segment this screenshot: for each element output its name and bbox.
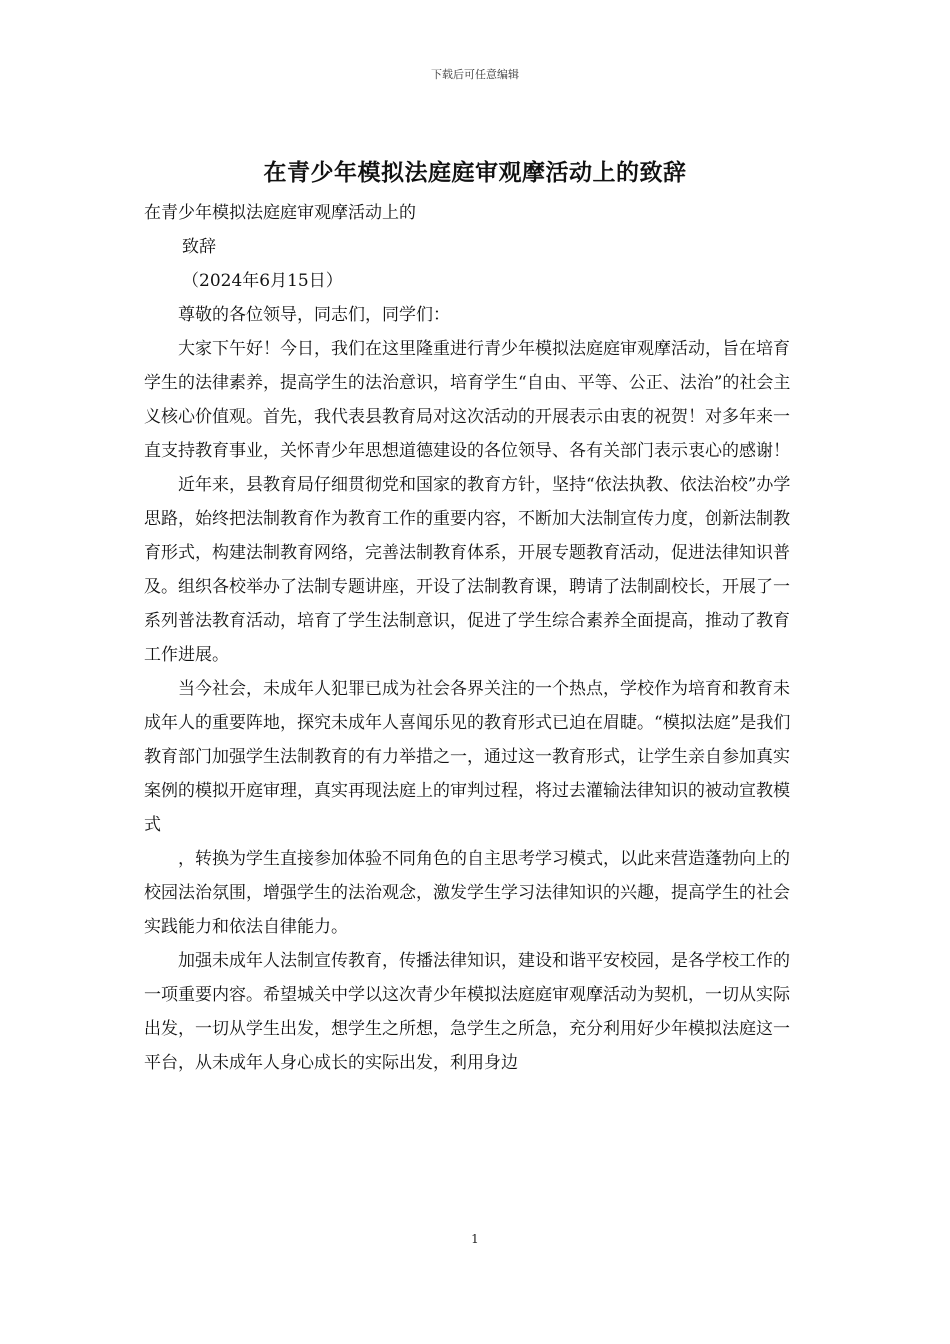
paragraph: ，转换为学生直接参加体验不同角色的自主思考学习模式，以此来营造蓬勃向上的校园法治氛围，增强学生的法治观念，激发学生学习法律知识的兴趣，提高学生的社会实践能力和依法自律能力。	[144, 849, 790, 937]
paragraph: 大家下午好！今日，我们在这里隆重进行青少年模拟法庭庭审观摩活动，旨在培育学生的法律素养，提高学生的法治意识，培育学生“自由、平等、公正、法治”的社会主义核心价值观。首先，我代表县教育局对这次活动的开展表示由衷的祝贺！对多年来一直支持教育事业，关怀青少年思想道德建设的各位领导、各有关部门表示衷心的感谢！	[144, 339, 791, 461]
paragraph: 当今社会，未成年人犯罪已成为社会各界关注的一个热点，学校作为培育和教育未成年人的重要阵地，探究未成年人喜闻乐见的教育形式已迫在眉睫。“模拟法庭”是我们教育部门加强学生法制教育的有力举措之一，通过这一教育形式，让学生亲自参加真实案例的模拟开庭审理，真实再现法庭上的审判过程，将过去灌输法律知识的被动宣教模式	[144, 679, 791, 835]
subtitle-line-1: 在青少年模拟法庭庭审观摩活动上的	[144, 203, 416, 223]
document-title: 在青少年模拟法庭庭审观摩活动上的致辞	[263, 159, 687, 186]
document-body	[144, 196, 806, 1080]
salutation: 尊敬的各位领导，同志们，同学们：	[178, 305, 450, 325]
subtitle-line-2: 致辞	[182, 237, 216, 257]
page-number: 1	[471, 1232, 479, 1246]
header-note: 下载后可任意编辑	[431, 68, 519, 81]
document-date: （2024年6月15日）	[182, 271, 343, 291]
paragraph: 近年来，县教育局仔细贯彻党和国家的教育方针，坚持“依法执教、依法治校”办学思路，始终把法制教育作为教育工作的重要内容，不断加大法制宣传力度，创新法制教育形式，构建法制教育网络，完善法制教育体系，开展专题教育活动，促进法律知识普及。组织各校举办了法制专题讲座，开设了法制教育课，聘请了法制副校长，开展了一系列普法教育活动，培育了学生法制意识，促进了学生综合素养全面提高，推动了教育工作进展。	[144, 475, 791, 665]
paragraph: 加强未成年人法制宣传教育，传播法律知识，建设和谐平安校园，是各学校工作的一项重要内容。希望城关中学以这次青少年模拟法庭庭审观摩活动为契机，一切从实际出发，一切从学生出发，想学生之所想，急学生之所急，充分利用好少年模拟法庭这一平台，从未成年人身心成长的实际出发，利用身边	[144, 951, 790, 1073]
